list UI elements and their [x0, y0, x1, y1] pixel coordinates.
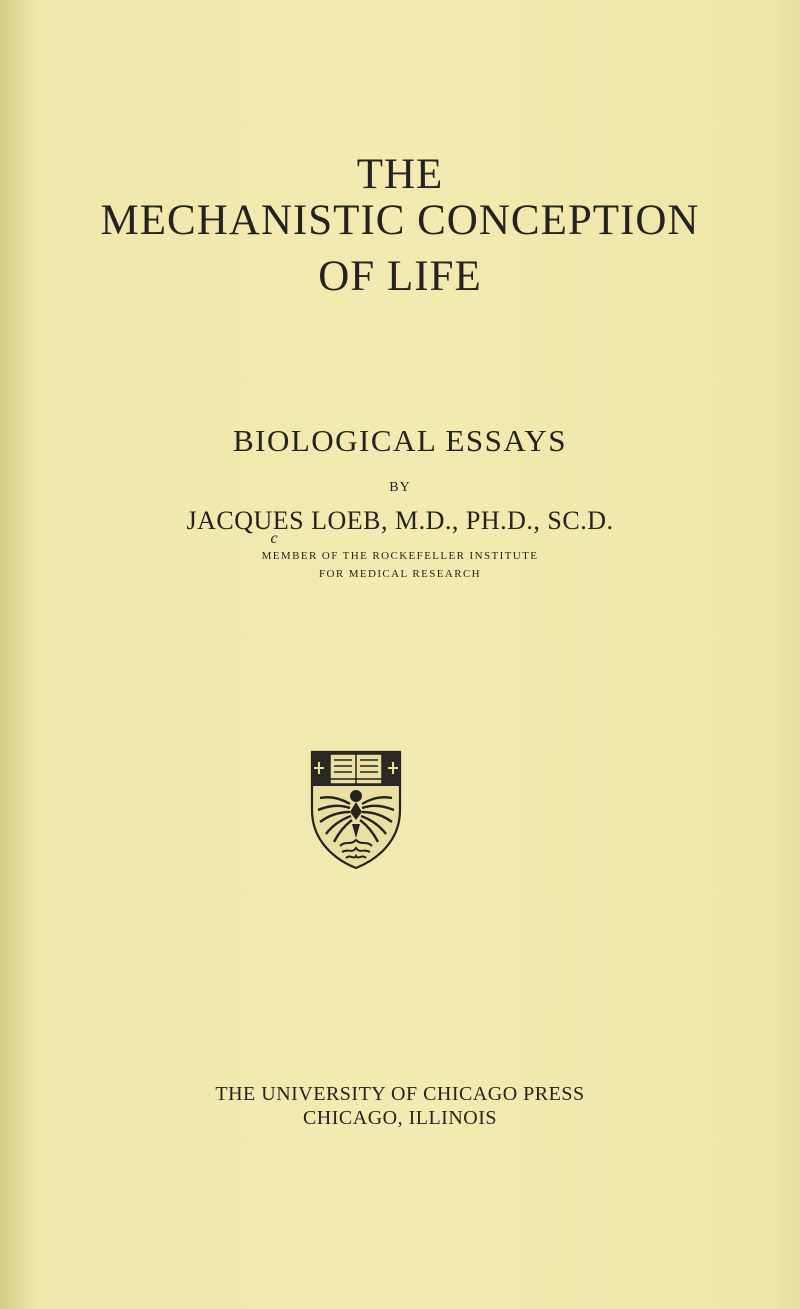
publisher-name: THE UNIVERSITY OF CHICAGO PRESS: [215, 1083, 585, 1105]
affiliation-line-1: MEMBER OF THE ROCKEFELLER INSTITUTE: [261, 550, 539, 562]
subtitle: BIOLOGICAL ESSAYS: [232, 423, 568, 458]
handwritten-mark: c: [270, 530, 278, 547]
title-line-1: THE: [356, 151, 444, 198]
publisher-place: CHICAGO, ILLINOIS: [302, 1107, 498, 1129]
title-line-3: OF LIFE: [318, 253, 482, 300]
title-line-2: MECHANISTIC CONCEPTION: [100, 197, 700, 244]
by-label: BY: [389, 480, 411, 495]
affiliation-line-2: FOR MEDICAL RESEARCH: [318, 568, 482, 580]
author-name: JACQUES LOEB, M.D., PH.D., SC.D.: [186, 506, 614, 535]
university-of-chicago-phoenix-seal-icon: [310, 750, 402, 870]
